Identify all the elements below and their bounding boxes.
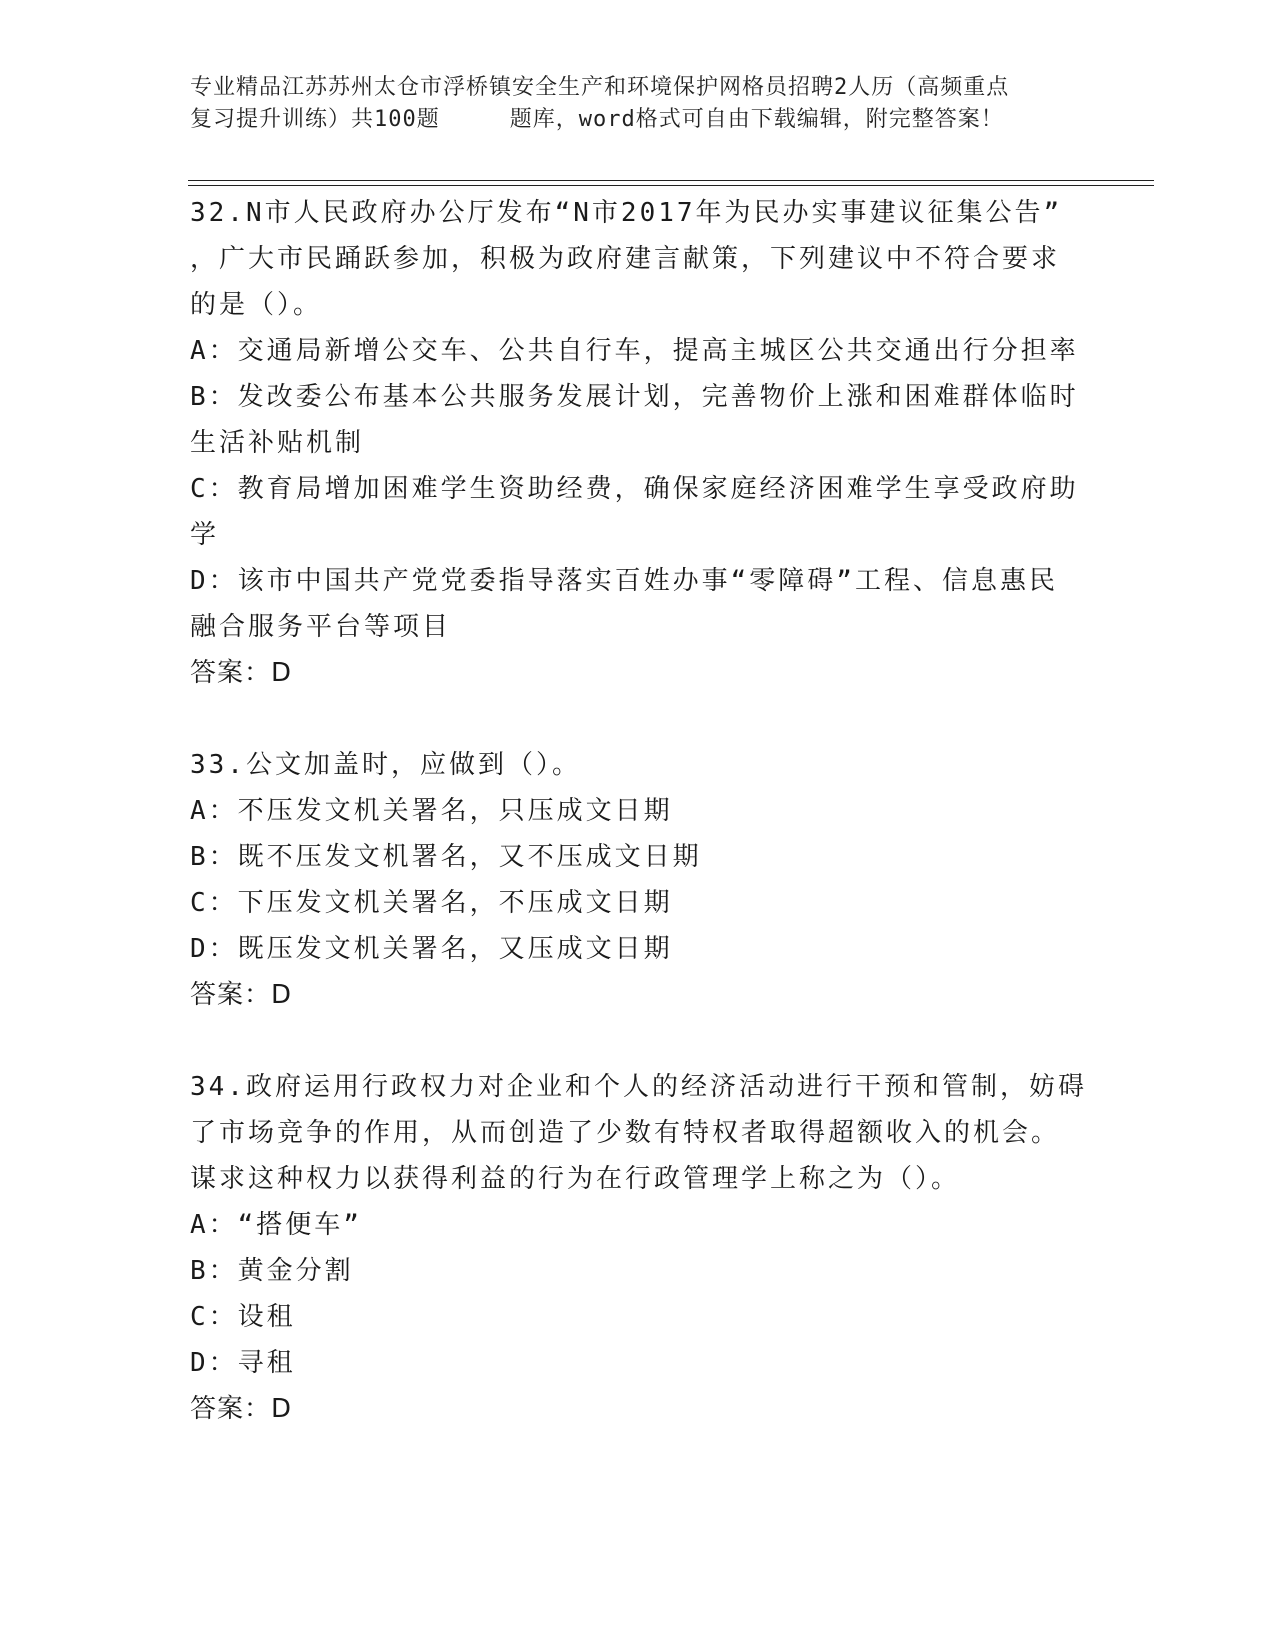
- question-stem-line: 谋求这种权力以获得利益的行为在行政管理学上称之为（）。: [190, 1164, 961, 1194]
- option-b-continued: 生活补贴机制: [190, 428, 365, 458]
- option-c: C：教育局增加困难学生资助经费，确保家庭经济困难学生享受政府助: [190, 474, 1079, 504]
- header-rule-top: [188, 180, 1154, 181]
- option-c: C：设租: [190, 1302, 296, 1332]
- question-stem-line: 的是（）。: [190, 290, 323, 320]
- question-stem-line: 32.N市人民政府办公厅发布“N市2017年为民办实事建议征集公告”: [190, 198, 1063, 228]
- header-line-2-part-1: 复习提升训练）共100题: [190, 107, 440, 132]
- header-line-1: 专业精品江苏苏州太仓市浮桥镇安全生产和环境保护网格员招聘2人历（高频重点: [190, 75, 1010, 100]
- document-header: [190, 72, 1090, 136]
- option-b: B：发改委公布基本公共服务发展计划，完善物价上涨和困难群体临时: [190, 382, 1079, 412]
- question-stem-line: ，广大市民踊跃参加，积极为政府建言献策，下列建议中不符合要求: [190, 244, 1061, 274]
- header-line-2: [190, 104, 1090, 136]
- question-32: [190, 190, 1090, 696]
- answer-line: 答案：D: [190, 1394, 293, 1424]
- option-a: A：交通局新增公交车、公共自行车，提高主城区公共交通出行分担率: [190, 336, 1079, 366]
- option-c: C：下压发文机关署名，不压成文日期: [190, 888, 673, 918]
- header-line-2-part-2: 题库，word格式可自由下载编辑，附完整答案！: [509, 107, 1004, 132]
- question-stem-line: 34.政府运用行政权力对企业和个人的经济活动进行干预和管制，妨碍: [190, 1072, 1087, 1102]
- option-d-continued: 融合服务平台等项目: [190, 612, 452, 642]
- question-list: [190, 190, 1090, 1432]
- option-d: D：既压发文机关署名，又压成文日期: [190, 934, 673, 964]
- option-c-continued: 学: [190, 520, 220, 550]
- option-a: A：不压发文机关署名，只压成文日期: [190, 796, 673, 826]
- option-d: D：该市中国共产党党委指导落实百姓办事“零障碍”工程、信息惠民: [190, 566, 1058, 596]
- question-spacer: [190, 696, 1090, 742]
- option-b: B：既不压发文机署名，又不压成文日期: [190, 842, 702, 872]
- option-a: A：“搭便车”: [190, 1210, 362, 1240]
- answer-line: 答案：D: [190, 658, 293, 688]
- header-rule-bottom: [188, 185, 1154, 186]
- question-34: [190, 1064, 1090, 1432]
- question-stem-line: 了市场竞争的作用，从而创造了少数有特权者取得超额收入的机会。: [190, 1118, 1061, 1148]
- option-b: B：黄金分割: [190, 1256, 354, 1286]
- question-33: [190, 742, 1090, 1018]
- question-stem-line: 33.公文加盖时，应做到（）。: [190, 750, 581, 780]
- question-spacer: [190, 1018, 1090, 1064]
- answer-line: 答案：D: [190, 980, 293, 1010]
- option-d: D：寻租: [190, 1348, 296, 1378]
